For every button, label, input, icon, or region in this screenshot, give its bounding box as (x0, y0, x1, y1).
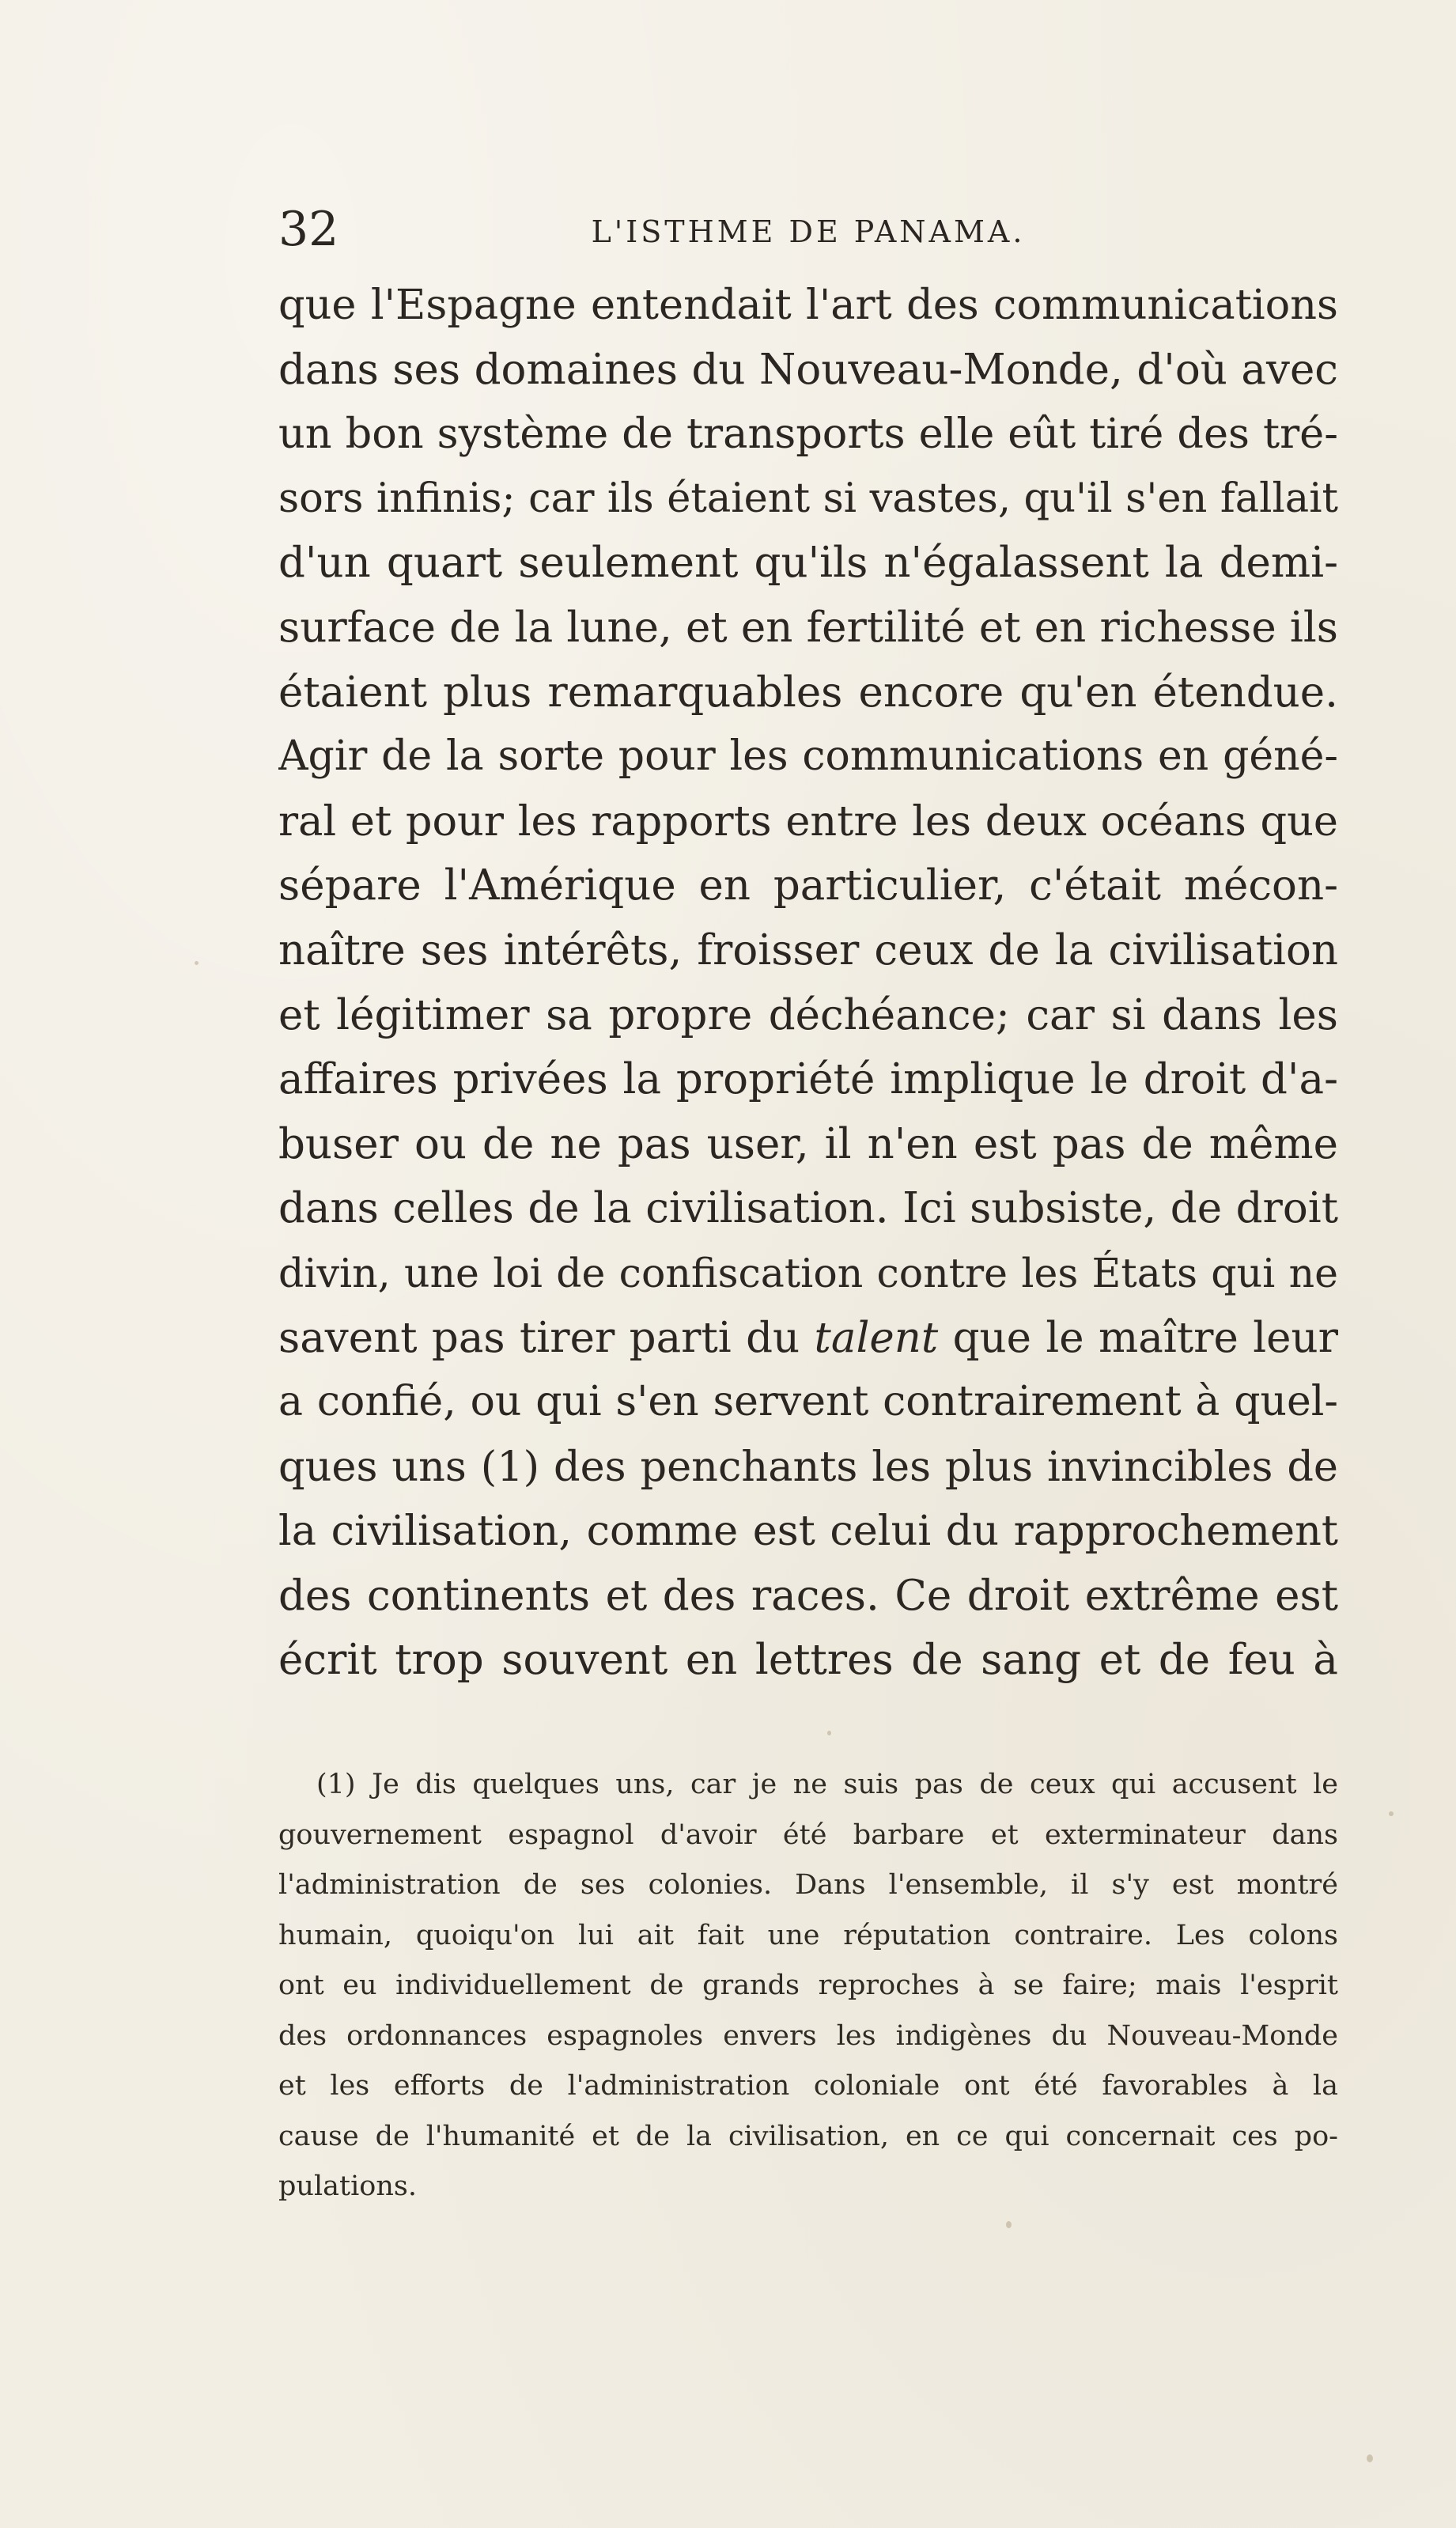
paper-spot (827, 1731, 831, 1735)
footnote-line: gouvernement espagnol d'avoir été barbare et exterminateur dans (278, 1818, 1338, 1851)
italic-word: talent (814, 1313, 939, 1362)
footnote-line: et les efforts de l'administration coloniale ont été favorables à la (278, 2070, 1338, 2102)
text-line: Agir de la sorte pour les communications en géné- (278, 732, 1338, 781)
text-line: la civilisation, comme est celui du rapprochement (278, 1507, 1338, 1556)
footnote-line: humain, quoiqu'on lui ait fait une réputation contraire. Les colons (278, 1919, 1338, 1951)
footnote-line: cause de l'humanité et de la civilisation, en ce qui concernait ces po- (278, 2120, 1338, 2152)
text-line-with-italic (278, 1306, 1338, 1371)
main-text (278, 273, 1338, 1693)
text-line: un bon système de transports elle eût tiré des tré- (278, 410, 1338, 459)
text-line: buser ou de ne pas user, il n'en est pas de même (278, 1119, 1338, 1168)
text-line: divin, une loi de confiscation contre les États qui ne (278, 1249, 1338, 1296)
paper-spot (1389, 1811, 1394, 1816)
page-number: 32 (278, 202, 339, 257)
text-line: dans ses domaines du Nouveau-Monde, d'où avec (278, 345, 1338, 394)
text-line: ral et pour les rapports entre les deux océans que (278, 797, 1338, 846)
text-line: sors infinis; car ils étaient si vastes, qu'il s'en fallait (278, 475, 1338, 522)
text-line: sépare l'Amérique en particulier, c'était mécon- (278, 861, 1338, 910)
footnote-line: (1) Je dis quelques uns, car je ne suis pas de ceux qui accusent le (316, 1769, 1338, 1800)
text-line: que l'Espagne entendait l'art des communications (278, 281, 1338, 329)
paper-spot (1367, 2454, 1373, 2462)
text-line: et légitimer sa propre déchéance; car si dans les (278, 990, 1338, 1039)
paper-spot (195, 961, 199, 965)
page-header (278, 198, 1338, 261)
running-title: L'ISTHME DE PANAMA. (591, 214, 1026, 249)
footnote-line: pulations. (278, 2170, 417, 2202)
text-line: a confié, ou qui s'en servent contrairement à quel- (278, 1378, 1338, 1426)
text-line: surface de la lune, et en fertilité et en richesse ils (278, 603, 1338, 652)
footnote-line: des ordonnances espagnoles envers les indigènes du Nouveau-Monde (278, 2019, 1338, 2052)
text-line: dans celles de la civilisation. Ici subsiste, de droit (278, 1184, 1338, 1233)
footnote-line: ont eu individuellement de grands reproches à se faire; mais l'esprit (278, 1970, 1338, 2001)
text-line: naître ses intérêts, froisser ceux de la civilisation (278, 925, 1338, 974)
paper-spot (1006, 2221, 1012, 2228)
footnote-line: l'administration de ses colonies. Dans l'ensemble, il s'y est montré (278, 1869, 1338, 1901)
text-line: d'un quart seulement qu'ils n'égalassent la demi- (278, 539, 1338, 588)
text-line: étaient plus remarquables encore qu'en étendue. (278, 668, 1338, 717)
text-segment: que le maître leur (938, 1313, 1338, 1362)
text-segment: savent pas tirer parti du (278, 1313, 815, 1362)
footnote (278, 1760, 1338, 2212)
text-line: affaires privées la propriété implique le droit d'a- (278, 1055, 1338, 1104)
text-line: des continents et des races. Ce droit extrême est (278, 1571, 1338, 1620)
text-line: ques uns (1) des penchants les plus invincibles de (278, 1442, 1338, 1491)
text-line: écrit trop souvent en lettres de sang et de feu à (278, 1636, 1338, 1685)
